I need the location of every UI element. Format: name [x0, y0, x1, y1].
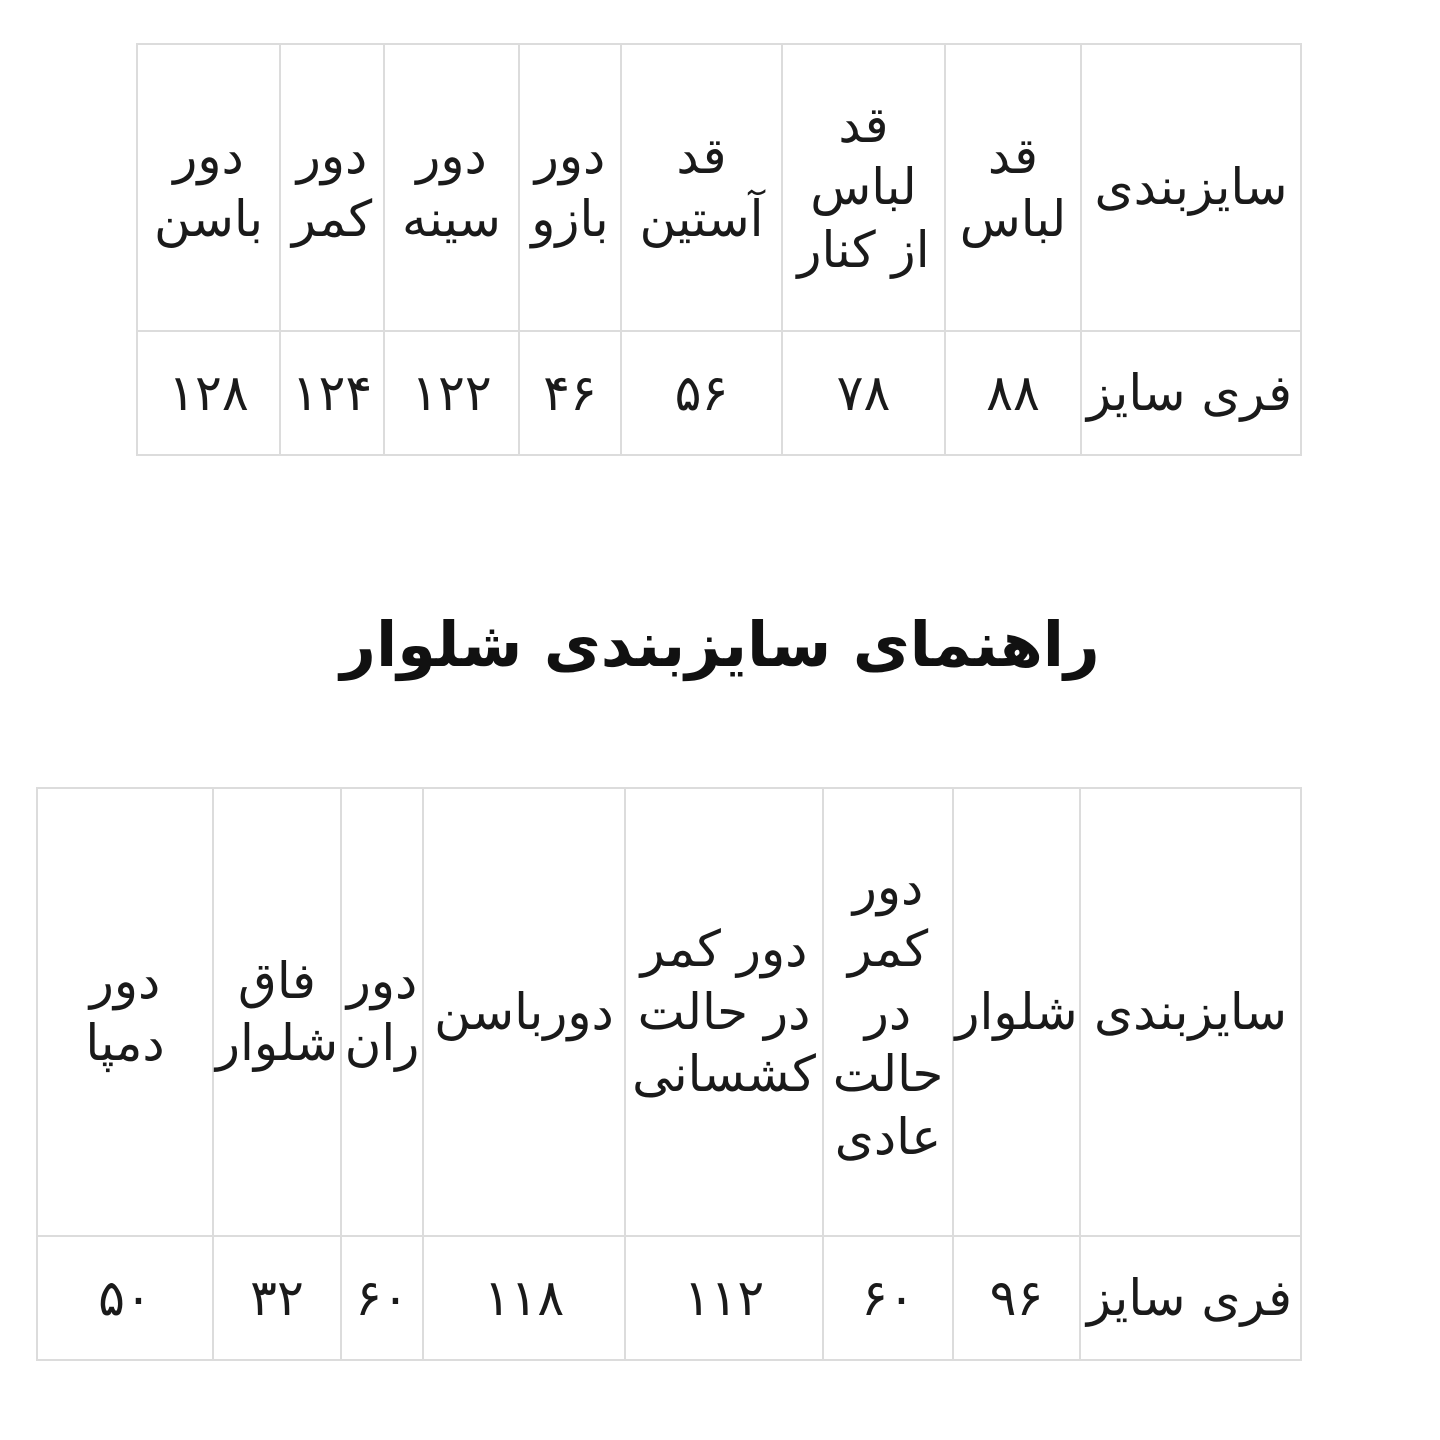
header-cell-rise: فاق شلوار	[213, 788, 341, 1236]
table-cell: ۷۸	[782, 331, 945, 455]
table-cell: ۶۰	[823, 1236, 953, 1360]
header-cell-waist-stretched: دور کمر در حالت کشسانی	[625, 788, 823, 1236]
header-cell-arm-circumference: دور بازو	[519, 44, 621, 331]
table-cell: ۱۲۴	[280, 331, 384, 455]
header-cell-waist-circumference: دور کمر	[280, 44, 384, 331]
header-cell-hip-circumference: دور باسن	[137, 44, 280, 331]
table-cell: ۱۲۸	[137, 331, 280, 455]
shirt-size-table	[136, 43, 1302, 456]
table-cell: ۴۶	[519, 331, 621, 455]
pants-table-scroll-area[interactable]	[85, 787, 1302, 1363]
table-cell-size-name: فری سایز	[1080, 1236, 1301, 1360]
table-cell: ۵۰	[37, 1236, 213, 1360]
header-cell-sizing: سایزبندی	[1081, 44, 1301, 331]
header-cell-hip-circumference: دورباسن	[423, 788, 625, 1236]
table-cell: ۹۶	[953, 1236, 1080, 1360]
header-cell-hem-circumference: دور دمپا	[37, 788, 213, 1236]
table-cell: ۱۱۲	[625, 1236, 823, 1360]
table-cell-size-name: فری سایز	[1081, 331, 1301, 455]
header-cell-chest-circumference: دور سینه	[384, 44, 519, 331]
header-cell-waist-normal: دور کمر در حالت عادی	[823, 788, 953, 1236]
table-row	[137, 331, 1301, 455]
header-cell-sizing: سایزبندی	[1080, 788, 1301, 1236]
header-cell-garment-length: قد لباس	[945, 44, 1081, 331]
table-cell: ۱۲۲	[384, 331, 519, 455]
table-header-row	[137, 44, 1301, 331]
pants-size-table	[36, 787, 1302, 1361]
table-cell: ۳۲	[213, 1236, 341, 1360]
header-cell-thigh-circumference: دور ران	[341, 788, 423, 1236]
table-header-row	[37, 788, 1301, 1236]
table-row	[37, 1236, 1301, 1360]
table-cell: ۸۸	[945, 331, 1081, 455]
header-cell-side-length: قد لباس از کنار	[782, 44, 945, 331]
header-cell-pants: شلوار	[953, 788, 1080, 1236]
header-cell-sleeve-length: قد آستین	[621, 44, 782, 331]
pants-size-guide-title: راهنمای سایزبندی شلوار	[340, 608, 1100, 681]
table-cell: ۶۰	[341, 1236, 423, 1360]
table-cell: ۱۱۸	[423, 1236, 625, 1360]
table-cell: ۵۶	[621, 331, 782, 455]
